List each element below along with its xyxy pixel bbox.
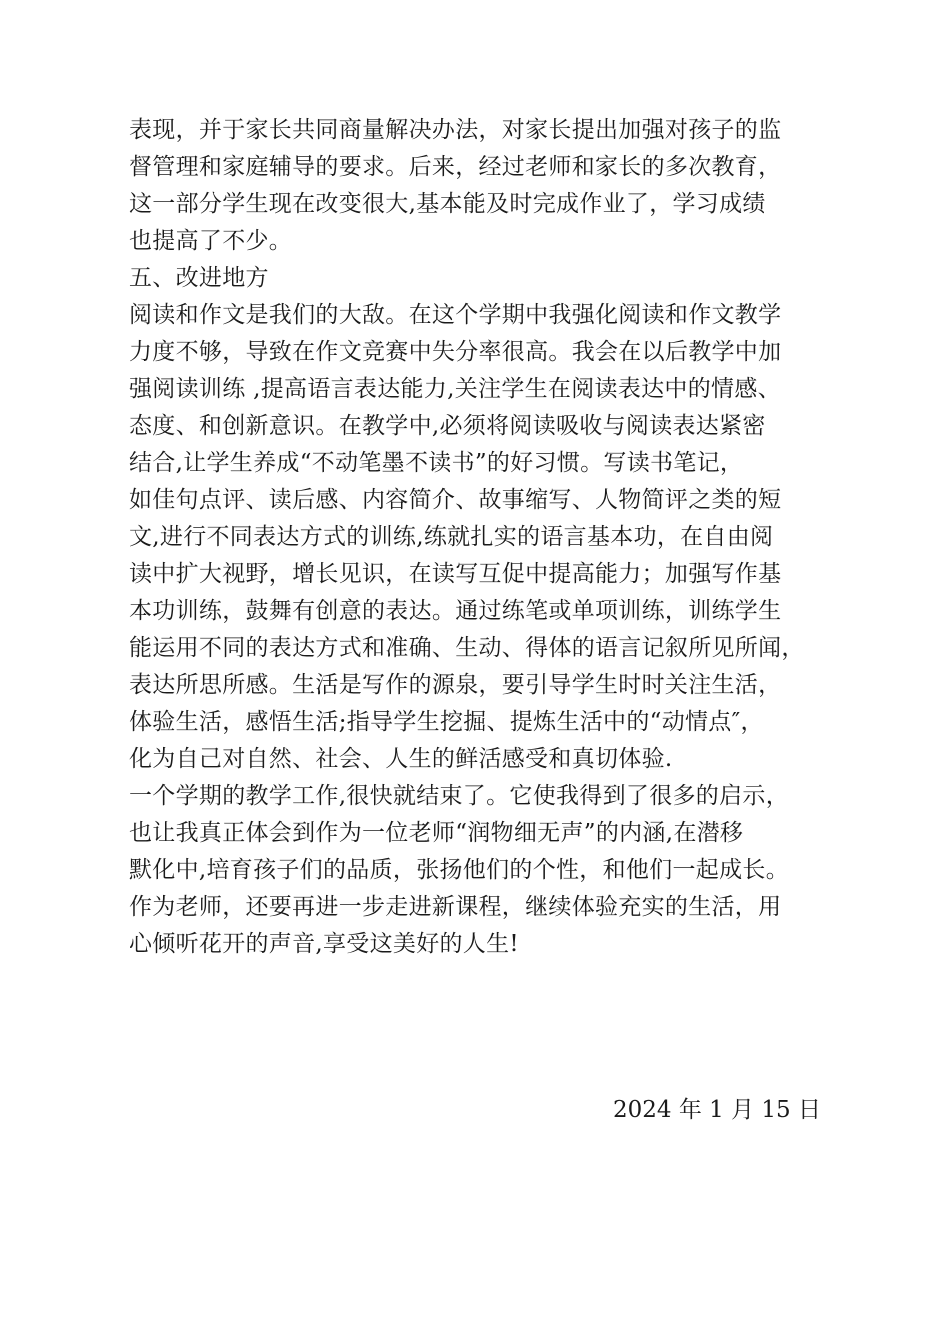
text-line: 本功训练，鼓舞有创意的表达。通过练笔或单项训练，训练学生	[129, 598, 782, 624]
text-line: 作为老师，还要再进一步走进新课程，继续体验充实的生活，用	[129, 894, 782, 920]
text-line: 如佳句点评、读后感、内容简介、故事缩写、人物简评之类的短	[129, 487, 782, 513]
text-line: 态度、和创新意识。在教学中,必须将阅读吸收与阅读表达紧密	[129, 413, 766, 439]
text-line: 读中扩大视野，增长见识，在读写互促中提高能力；加强写作基	[129, 561, 782, 587]
text-line: 体验生活，感悟生活;指导学生挖掘、提炼生活中的“动情点″，	[129, 709, 764, 735]
text-line: 能运用不同的表达方式和准确、生动、得体的语言记叙所见所闻，	[129, 635, 805, 661]
text-line: 这一部分学生现在改变很大,基本能及时完成作业了，学习成绩	[129, 191, 766, 217]
text-line: 默化中,培育孩子们的品质，张扬他们的个性，和他们一起成长。	[129, 857, 790, 883]
text-line: 文,进行不同表达方式的训练,练就扎实的语言基本功，在自由阅	[129, 524, 774, 550]
text-line: 结合,让学生养成“不动笔墨不读书”的好习惯。写读书笔记，	[129, 450, 744, 476]
document-date: 2024 年 1 月 15 日	[613, 1097, 821, 1123]
section-heading: 五、改进地方	[129, 265, 269, 291]
text-line: 也提高了不少。	[129, 228, 293, 254]
text-line: 督管理和家庭辅导的要求。后来，经过老师和家长的多次教育，	[129, 154, 782, 180]
text-line: 阅读和作文是我们的大敌。在这个学期中我强化阅读和作文教学	[129, 302, 782, 328]
text-line: 一个学期的教学工作,很快就结束了。它使我得到了很多的启示，	[129, 783, 790, 809]
text-line: 也让我真正体会到作为一位老师“润物细无声”的内涵,在潜移	[129, 820, 744, 846]
text-line: 表达所思所感。生活是写作的源泉，要引导学生时时关注生活，	[129, 672, 782, 698]
text-line: 化为自己对自然、社会、人生的鲜活感受和真切体验.	[129, 746, 673, 772]
text-line: 强阅读训练 ,提高语言表达能力,关注学生在阅读表达中的情感、	[129, 376, 781, 402]
body-text	[129, 112, 849, 963]
text-line: 表现，并于家长共同商量解决办法，对家长提出加强对孩子的监	[129, 117, 782, 143]
text-line: 心倾听花开的声音,享受这美好的人生!	[129, 931, 519, 957]
text-line: 力度不够，导致在作文竞赛中失分率很高。我会在以后教学中加	[129, 339, 782, 365]
